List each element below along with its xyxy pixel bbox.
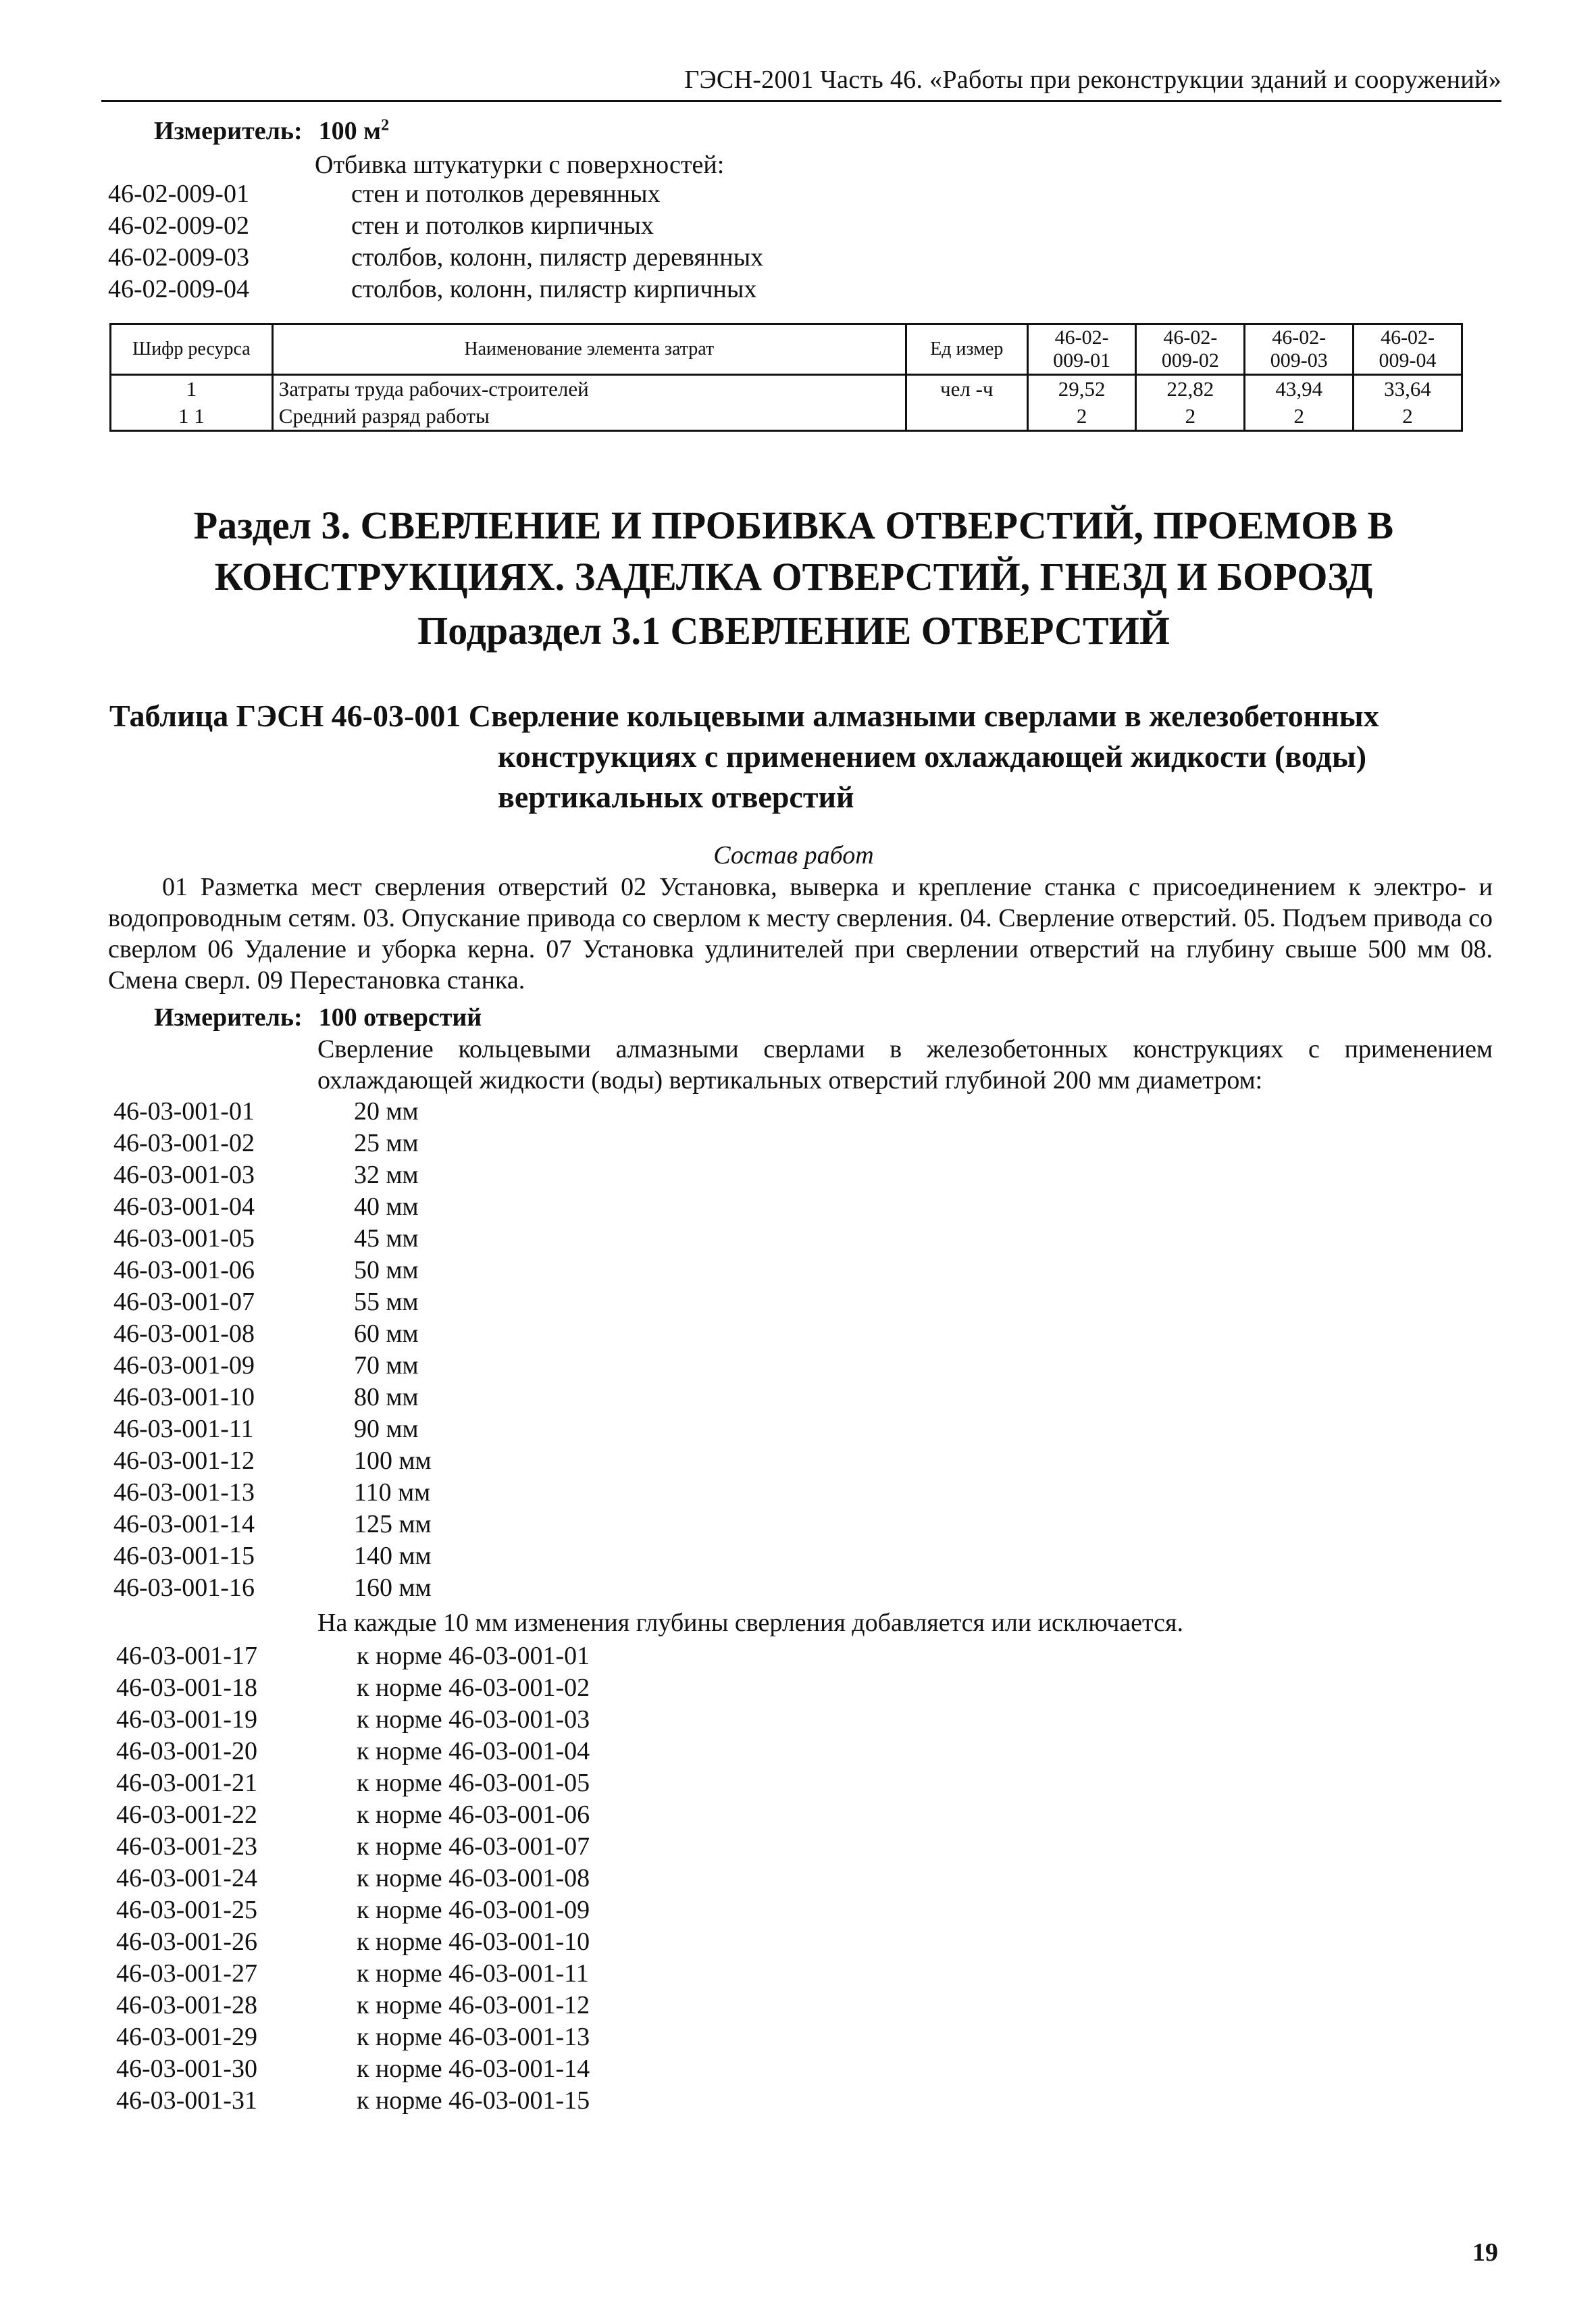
norm-code-top: 46-02- bbox=[1381, 326, 1435, 349]
item-desc: 50 мм bbox=[354, 1256, 419, 1284]
cell-value: 22,82 bbox=[1136, 375, 1245, 403]
item-desc: 90 мм bbox=[354, 1415, 419, 1443]
item-desc: 80 мм bbox=[354, 1383, 419, 1411]
item-desc: 140 мм bbox=[354, 1542, 432, 1570]
list-item bbox=[113, 1572, 432, 1604]
item-desc: к норме 46-03-001-03 bbox=[357, 1705, 590, 1734]
norm-code-top: 46-02- bbox=[1272, 326, 1327, 349]
item-desc: 40 мм bbox=[354, 1192, 419, 1221]
list-item bbox=[116, 1704, 590, 1736]
item-code: 46-03-001-14 bbox=[113, 1510, 255, 1538]
list-item bbox=[116, 1736, 590, 1767]
subsection-title: Подраздел 3.1 СВЕРЛЕНИЕ ОТВЕРСТИЙ bbox=[417, 609, 1170, 653]
block1-code-list bbox=[108, 178, 763, 305]
list-item bbox=[113, 1509, 432, 1540]
list-item bbox=[113, 1540, 432, 1572]
col-header-resource-code: Шифр ресурса bbox=[111, 324, 273, 375]
item-desc: 160 мм bbox=[354, 1574, 432, 1602]
item-code: 46-03-001-28 bbox=[116, 1991, 257, 2019]
list-item bbox=[116, 2085, 590, 2117]
block2-intro: Сверление кольцевыми алмазными сверлами в железобетонных конструкциях с применением охлаждающей жидкости (воды) вертикальных отверстий глубиной 200 мм диаметром: bbox=[317, 1035, 1493, 1095]
cell-element-name: Затраты труда рабочих-строителей bbox=[272, 375, 906, 403]
item-code: 46-03-001-19 bbox=[116, 1705, 257, 1734]
cell-unit: чел -ч bbox=[906, 375, 1027, 403]
item-code: 46-02-009-03 bbox=[108, 243, 249, 272]
item-desc: стен и потолков деревянных bbox=[351, 180, 661, 208]
item-code: 46-03-001-08 bbox=[113, 1319, 255, 1348]
item-code: 46-03-001-07 bbox=[113, 1288, 255, 1316]
table-row bbox=[111, 375, 1462, 403]
item-desc: 110 мм bbox=[354, 1478, 431, 1507]
item-code: 46-03-001-20 bbox=[116, 1737, 257, 1765]
cell-value: 2 bbox=[1136, 403, 1245, 431]
page-number: 19 bbox=[1472, 2238, 1498, 2267]
list-item bbox=[113, 1159, 432, 1191]
measure-label: Измеритель: bbox=[154, 117, 303, 145]
col-header-norm-code bbox=[1354, 324, 1462, 375]
list-item bbox=[116, 1831, 590, 1863]
list-item bbox=[113, 1445, 432, 1477]
list-item bbox=[116, 1990, 590, 2021]
table-row bbox=[111, 403, 1462, 431]
item-desc: стен и потолков кирпичных bbox=[351, 211, 654, 240]
item-code: 46-03-001-12 bbox=[113, 1447, 255, 1475]
norm-code-bottom: 009-03 bbox=[1270, 349, 1328, 372]
item-desc: 70 мм bbox=[354, 1351, 419, 1380]
list-item bbox=[113, 1382, 432, 1413]
item-desc: к норме 46-03-001-05 bbox=[357, 1769, 590, 1797]
table-title-line3: вертикальных отверстий bbox=[498, 780, 854, 814]
measure-value: 100 отверстий bbox=[318, 1003, 482, 1032]
list-item bbox=[108, 242, 763, 274]
item-desc: 125 мм bbox=[354, 1510, 432, 1538]
col-header-norm-code bbox=[1136, 324, 1245, 375]
list-item bbox=[116, 1863, 590, 1894]
cell-value: 2 bbox=[1027, 403, 1136, 431]
item-code: 46-03-001-05 bbox=[113, 1224, 255, 1253]
cell-value: 2 bbox=[1354, 403, 1462, 431]
list-item bbox=[108, 178, 763, 210]
item-code: 46-03-001-10 bbox=[113, 1383, 255, 1411]
cell-resource-code: 1 bbox=[111, 375, 273, 403]
item-desc: к норме 46-03-001-04 bbox=[357, 1737, 590, 1765]
col-header-norm-code bbox=[1245, 324, 1354, 375]
item-code: 46-03-001-27 bbox=[116, 1959, 257, 1988]
item-code: 46-03-001-25 bbox=[116, 1896, 257, 1924]
item-desc: к норме 46-03-001-07 bbox=[357, 1832, 590, 1861]
col-header-element-name: Наименование элемента затрат bbox=[272, 324, 906, 375]
item-code: 46-03-001-23 bbox=[116, 1832, 257, 1861]
table-title-line2: конструкциях с применением охлаждающей жидкости (воды) bbox=[498, 739, 1367, 774]
list-item bbox=[116, 1926, 590, 1958]
measure-line-2 bbox=[154, 1003, 482, 1032]
item-code: 46-03-001-21 bbox=[116, 1769, 257, 1797]
cell-value: 2 bbox=[1245, 403, 1354, 431]
item-desc: столбов, колонн, пилястр деревянных bbox=[351, 243, 764, 272]
item-desc: 45 мм bbox=[354, 1224, 419, 1253]
item-desc: к норме 46-03-001-06 bbox=[357, 1801, 590, 1829]
measure-line-1 bbox=[154, 116, 389, 146]
list-item bbox=[116, 1799, 590, 1831]
item-code: 46-03-001-24 bbox=[116, 1864, 257, 1892]
item-desc: 25 мм bbox=[354, 1129, 419, 1157]
col-header-norm-code bbox=[1027, 324, 1136, 375]
item-desc: 60 мм bbox=[354, 1319, 419, 1348]
item-code: 46-03-001-09 bbox=[113, 1351, 255, 1380]
norm-code-top: 46-02- bbox=[1054, 326, 1109, 349]
item-desc: 55 мм bbox=[354, 1288, 419, 1316]
list-item bbox=[113, 1477, 432, 1509]
item-code: 46-03-001-18 bbox=[116, 1674, 257, 1702]
item-code: 46-03-001-26 bbox=[116, 1928, 257, 1956]
running-header: ГЭСН-2001 Часть 46. «Работы при реконструкции зданий и сооружений» bbox=[101, 65, 1501, 102]
col-header-unit: Ед измер bbox=[906, 324, 1027, 375]
measure-value bbox=[319, 116, 389, 146]
list-item bbox=[113, 1128, 432, 1159]
list-item bbox=[116, 1894, 590, 1926]
table-header-row bbox=[111, 324, 1462, 375]
list-item bbox=[113, 1318, 432, 1350]
list-item bbox=[116, 1958, 590, 1990]
block2-code-list bbox=[113, 1096, 432, 1604]
list-item bbox=[108, 210, 763, 242]
norm-code-bottom: 009-02 bbox=[1161, 349, 1219, 372]
item-desc: к норме 46-03-001-13 bbox=[357, 2023, 590, 2051]
list-item bbox=[116, 1672, 590, 1704]
cell-unit bbox=[906, 403, 1027, 431]
item-code: 46-03-001-02 bbox=[113, 1129, 255, 1157]
item-desc: к норме 46-03-001-09 bbox=[357, 1896, 590, 1924]
item-code: 46-03-001-22 bbox=[116, 1801, 257, 1829]
item-code: 46-03-001-13 bbox=[113, 1478, 255, 1507]
item-desc: к норме 46-03-001-15 bbox=[357, 2086, 590, 2115]
measure-label: Измеритель: bbox=[154, 1003, 303, 1032]
resource-table bbox=[109, 323, 1463, 432]
list-item bbox=[116, 1640, 590, 1672]
item-desc: к норме 46-03-001-12 bbox=[357, 1991, 590, 2019]
list-item bbox=[113, 1096, 432, 1128]
list-item bbox=[113, 1413, 432, 1445]
item-desc: к норме 46-03-001-02 bbox=[357, 1674, 590, 1702]
depth-code-list bbox=[116, 1640, 590, 2117]
item-code: 46-03-001-15 bbox=[113, 1542, 255, 1570]
list-item bbox=[113, 1350, 432, 1382]
measure-superscript: 2 bbox=[381, 116, 390, 134]
item-code: 46-03-001-06 bbox=[113, 1256, 255, 1284]
measure-value-text: 100 м bbox=[318, 117, 382, 145]
list-item bbox=[116, 1767, 590, 1799]
item-code: 46-02-009-02 bbox=[108, 211, 249, 240]
item-code: 46-03-001-29 bbox=[116, 2023, 257, 2051]
item-desc: столбов, колонн, пилястр кирпичных bbox=[351, 275, 757, 303]
section-title-line2: КОНСТРУКЦИЯХ. ЗАДЕЛКА ОТВЕРСТИЙ, ГНЕЗД И БОРОЗД bbox=[214, 555, 1373, 599]
block1-intro: Отбивка штукатурки с поверхностей: bbox=[315, 151, 725, 179]
list-item bbox=[116, 2021, 590, 2053]
norm-code-top: 46-02- bbox=[1163, 326, 1218, 349]
item-desc: к норме 46-03-001-10 bbox=[357, 1928, 590, 1956]
table-title bbox=[109, 696, 1481, 818]
list-item bbox=[116, 2053, 590, 2085]
cell-element-name: Средний разряд работы bbox=[272, 403, 906, 431]
item-code: 46-03-001-30 bbox=[116, 2055, 257, 2083]
list-item bbox=[113, 1255, 432, 1286]
list-item bbox=[108, 274, 763, 305]
cell-resource-code: 1 1 bbox=[111, 403, 273, 431]
list-item bbox=[113, 1286, 432, 1318]
item-desc: к норме 46-03-001-08 bbox=[357, 1864, 590, 1892]
section-title bbox=[108, 500, 1479, 603]
norm-code-bottom: 009-04 bbox=[1379, 349, 1437, 372]
item-code: 46-03-001-17 bbox=[116, 1642, 257, 1670]
cell-value: 33,64 bbox=[1354, 375, 1462, 403]
table-title-line1: Таблица ГЭСН 46-03-001 Сверление кольцевыми алмазными сверлами в железобетонных bbox=[109, 699, 1379, 733]
depth-note: На каждые 10 мм изменения глубины сверления добавляется или исключается. bbox=[317, 1609, 1183, 1637]
list-item bbox=[113, 1191, 432, 1223]
item-code: 46-03-001-31 bbox=[116, 2086, 257, 2115]
item-code: 46-03-001-04 bbox=[113, 1192, 255, 1221]
work-composition-text: 01 Разметка мест сверления отверстий 02 Установка, выверка и крепление станка с присоединением к электро- и водопроводным сетям. 03. Опускание привода со сверлом к месту сверления. 04. Сверление отверстий. 05. Подъем привода со сверлом 06 Удаление и уборка керна. 07 Установка удлинителей при сверлении отверстий на глубину свыше 500 мм 08. Смена сверл. 09 Перестановка станка. bbox=[108, 873, 1493, 995]
item-desc: 20 мм bbox=[354, 1097, 419, 1126]
item-desc: к норме 46-03-001-01 bbox=[357, 1642, 590, 1670]
item-code: 46-03-001-11 bbox=[113, 1415, 254, 1443]
item-code: 46-03-001-01 bbox=[113, 1097, 255, 1126]
list-item bbox=[113, 1223, 432, 1255]
item-desc: 100 мм bbox=[354, 1447, 432, 1475]
item-code: 46-03-001-16 bbox=[113, 1574, 255, 1602]
work-composition-heading: Состав работ bbox=[713, 841, 874, 870]
item-code: 46-03-001-03 bbox=[113, 1161, 255, 1189]
norm-code-bottom: 009-01 bbox=[1053, 349, 1111, 372]
cell-value: 29,52 bbox=[1027, 375, 1136, 403]
item-code: 46-02-009-01 bbox=[108, 180, 249, 208]
item-desc: к норме 46-03-001-11 bbox=[357, 1959, 589, 1988]
item-desc: 32 мм bbox=[354, 1161, 419, 1189]
item-code: 46-02-009-04 bbox=[108, 275, 249, 303]
cell-value: 43,94 bbox=[1245, 375, 1354, 403]
section-title-line1: Раздел 3. СВЕРЛЕНИЕ И ПРОБИВКА ОТВЕРСТИЙ, ПРОЕМОВ В bbox=[193, 503, 1394, 547]
item-desc: к норме 46-03-001-14 bbox=[357, 2055, 590, 2083]
